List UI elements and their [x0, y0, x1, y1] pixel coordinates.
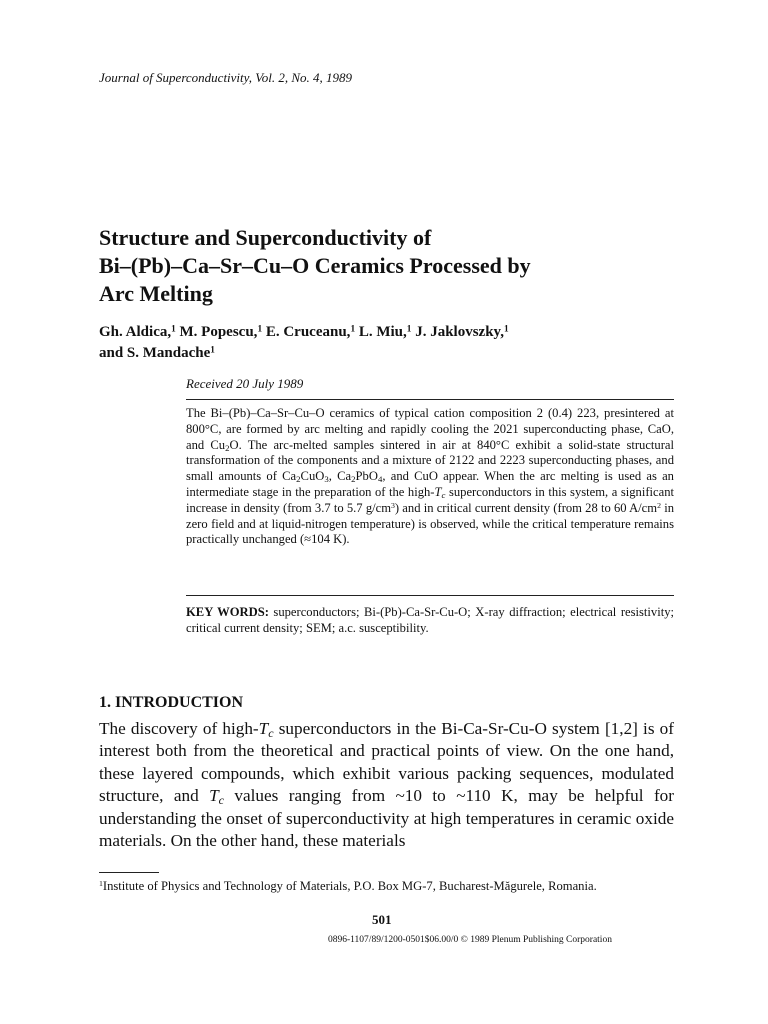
page-number: 501	[372, 912, 392, 927]
footnote-mark: 1	[99, 879, 103, 889]
subscript: 3	[324, 474, 329, 485]
author-list	[99, 322, 659, 364]
received-date: Received 20 July 1989	[186, 376, 304, 391]
body-text: The discovery of high-	[99, 719, 259, 738]
footnote-rule	[99, 872, 159, 873]
superscript: 3	[391, 500, 395, 510]
abstract-text: , Ca	[328, 469, 352, 484]
tc-symbol: T	[209, 786, 219, 806]
abstract-text: CuO	[300, 469, 325, 484]
title-line: Bi–(Pb)–Ca–Sr–Cu–O Ceramics Processed by	[99, 253, 531, 278]
title-line: Arc Melting	[99, 281, 213, 306]
copyright-line: 0896-1107/89/1200-0501$06.00/0 © 1989 Plenum Publishing Corporation	[328, 935, 612, 945]
abstract-bottom-rule	[186, 595, 674, 596]
abstract	[186, 406, 674, 548]
tc-symbol: T	[434, 484, 442, 499]
abstract-text: The Bi–(Pb)–Ca–Sr–Cu–O ceramics of typical cation composition 2 (0.4) 223, presintered at 800°C, are formed by arc melting and rapidly cooling the 2021 superconducting phase, CaO, and Cu	[186, 406, 674, 452]
title-line: Structure and Superconductivity of	[99, 225, 432, 250]
affiliation-mark: 1	[210, 345, 215, 356]
abstract-text: ) and in critical current density (from 28 to 60 A/cm	[394, 500, 658, 515]
footnote	[99, 878, 674, 894]
keywords-label: KEY WORDS:	[186, 605, 269, 619]
affiliation-mark: 1	[350, 324, 356, 335]
footnote-text: Institute of Physics and Technology of Materials, P.O. Box MG-7, Bucharest-Măgurele, Romania.	[102, 879, 597, 893]
abstract-text: O. The arc-melted samples sintered in air at 840°C exhibit a solid-state structural transformation of the components and a mixture of 2122 and 2223 superconducting phases, and small amounts of Ca	[186, 437, 674, 484]
keywords	[186, 605, 674, 637]
affiliation-mark: 1	[257, 324, 263, 335]
affiliation-mark: 1	[503, 324, 509, 335]
affiliation-mark: 1	[406, 324, 412, 335]
abstract-text: PbO	[355, 469, 378, 484]
keywords-text: superconductors; Bi-(Pb)-Ca-Sr-Cu-O; X-ray diffraction; electrical resistivity; critical current density; SEM; a.c. susceptibility.	[186, 605, 674, 635]
paper-title	[99, 224, 659, 308]
author-name: Gh. Aldica,	[99, 324, 172, 340]
author-name: L. Miu,	[355, 324, 407, 340]
subscript: c	[218, 793, 224, 808]
affiliation-mark: 1	[171, 324, 176, 335]
subscript: c	[441, 490, 446, 501]
abstract-top-rule	[186, 399, 674, 400]
tc-symbol: T	[258, 719, 269, 738]
subscript: 4	[377, 474, 383, 485]
author-name: E. Cruceanu,	[262, 324, 351, 340]
abstract-text: superconductors in this system, a significant increase in density (from 3.7 to 5.7 g/cm	[186, 484, 674, 515]
subscript: 2	[296, 474, 301, 485]
abstract-text: , and CuO appear. When the arc melting is used as an intermediate stage in the preparation of the high-	[186, 469, 674, 499]
author-name: J. Jaklovszky,	[411, 324, 504, 340]
superscript: 2	[657, 500, 661, 510]
journal-header: Journal of Superconductivity, Vol. 2, No. 4, 1989	[99, 70, 352, 85]
body-text: values ranging from ~10 to ~110 K, may be helpful for understanding the onset of superconductivity at high temperatures in ceramic oxide materials. On the other hand, these materials	[99, 786, 674, 851]
section-heading: 1. INTRODUCTION	[99, 694, 244, 711]
author-name: and S. Mandache	[99, 345, 211, 361]
introduction-paragraph	[99, 718, 674, 852]
body-text: superconductors in the Bi-Ca-Sr-Cu-O system [1,2] is of interest both from the theoretical and practical points of view. On the one hand, these layered compounds, which exhibit various packing sequences, modulated structure, and	[99, 719, 675, 806]
abstract-text: in zero field and at liquid-nitrogen temperature) is observed, while the critical temperature remains practically unchanged (≈104 K).	[186, 500, 674, 547]
subscript: 2	[225, 442, 230, 453]
subscript: c	[268, 726, 274, 740]
author-name: M. Popescu,	[175, 324, 258, 340]
subscript: 2	[351, 474, 356, 485]
